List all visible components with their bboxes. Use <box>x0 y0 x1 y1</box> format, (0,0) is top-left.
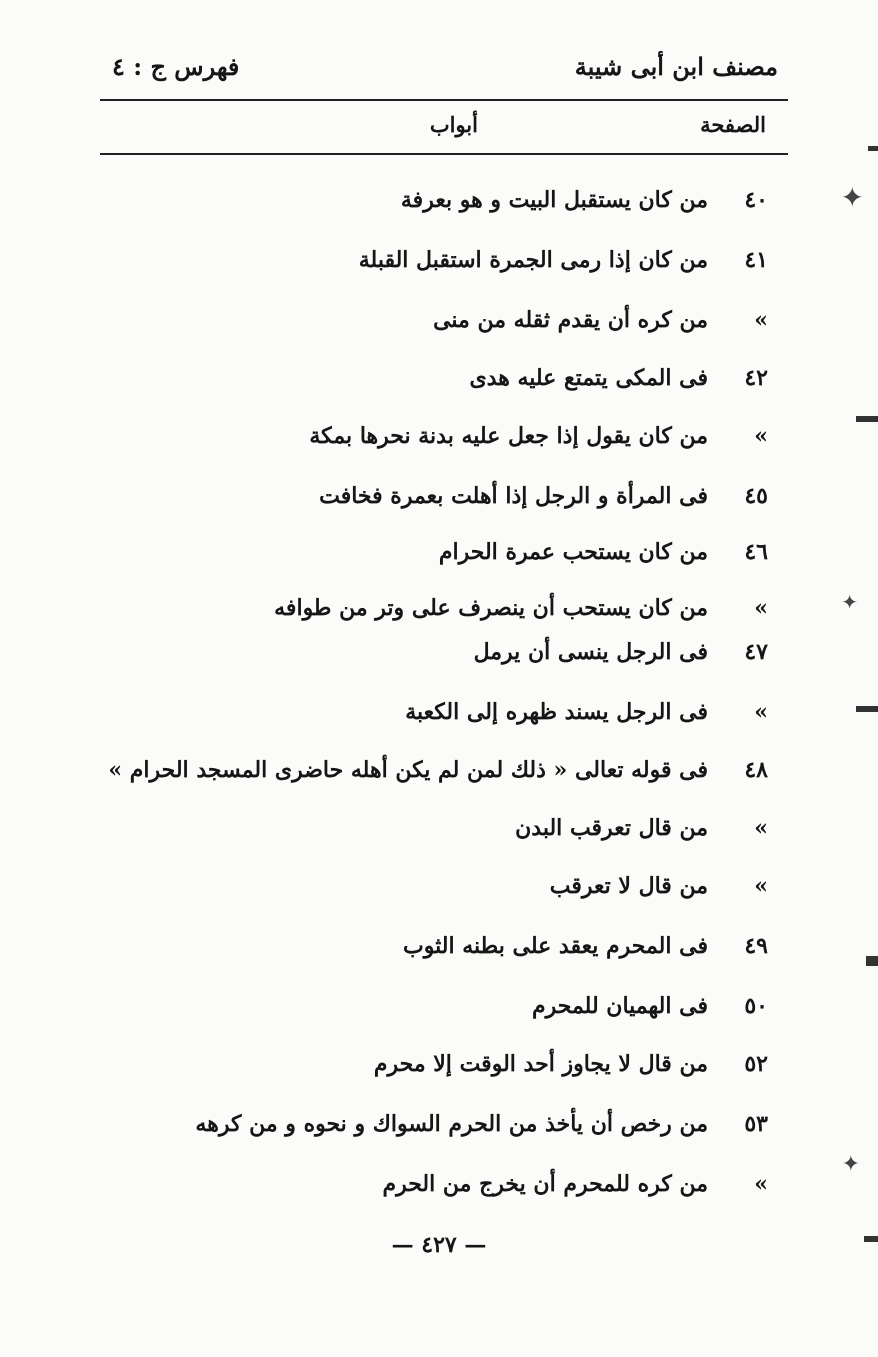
entry-title: من قال لا يجاوز أحد الوقت إلا محرم <box>373 1051 708 1077</box>
index-entry <box>0 240 878 280</box>
entry-page-number: ٤٨ <box>744 757 768 783</box>
scan-mark <box>856 706 878 712</box>
entry-page-number: ٥٠ <box>744 993 768 1019</box>
entry-title: من كان إذا رمى الجمرة استقبل القبلة <box>358 247 708 273</box>
entry-page-number: ٤٧ <box>744 639 768 665</box>
entry-page-number: ٥٣ <box>744 1111 768 1137</box>
entry-title: فى الرجل ينسى أن يرمل <box>473 639 708 665</box>
page-number: — ٤٢٧ — <box>391 1232 487 1258</box>
star-ornament-icon: ✦ <box>840 181 864 214</box>
index-entry <box>0 808 878 848</box>
entry-title: فى المكى يتمتع عليه هدى <box>469 365 708 391</box>
index-entry <box>0 866 878 906</box>
entry-title: من كره أن يقدم ثقله من منى <box>433 307 708 333</box>
entry-title: من كره للمحرم أن يخرج من الحرم <box>382 1171 708 1197</box>
entry-title: فى المرأة و الرجل إذا أهلت بعمرة فخافت <box>319 483 708 509</box>
entry-title: فى قوله تعالى « ذلك لمن لم يكن أهله حاضرى المسجد الحرام » <box>108 757 708 783</box>
index-entry <box>0 416 878 456</box>
entry-title: فى الرجل يسند ظهره إلى الكعبة <box>405 699 708 725</box>
entry-title: فى الهميان للمحرم <box>531 993 708 1019</box>
star-ornament-icon: ✦ <box>841 1152 860 1177</box>
entry-title: من قال لا تعرقب <box>549 873 708 899</box>
entry-page-number: ٤٩ <box>744 933 768 959</box>
index-entry <box>0 926 878 966</box>
entry-page-number: » <box>754 423 768 449</box>
scan-mark <box>856 416 878 422</box>
index-entry <box>0 476 878 516</box>
entry-page-number: ٤٢ <box>744 365 768 391</box>
entry-title: من قال تعرقب البدن <box>515 815 708 841</box>
index-entry <box>0 692 878 732</box>
star-ornament-icon: ✦ <box>841 590 858 614</box>
entry-page-number: ٤٠ <box>744 187 768 213</box>
entry-page-number: » <box>754 873 768 899</box>
index-entry <box>0 358 878 398</box>
index-entry <box>0 632 878 672</box>
column-header-chapters: أبواب <box>429 112 478 137</box>
index-entry <box>0 180 878 220</box>
index-entry <box>0 986 878 1026</box>
entry-page-number: ٤٥ <box>744 483 768 509</box>
index-entry <box>0 588 878 628</box>
index-entry <box>0 300 878 340</box>
index-entry <box>0 1104 878 1144</box>
entry-page-number: ٥٢ <box>744 1051 768 1077</box>
index-entry <box>0 750 878 790</box>
entry-title: من كان يستحب عمرة الحرام <box>438 539 708 565</box>
scan-mark <box>866 956 878 966</box>
scan-mark <box>868 146 878 151</box>
index-entry <box>0 1044 878 1084</box>
entry-page-number: ٤١ <box>744 247 768 273</box>
entry-page-number: ٤٦ <box>744 539 768 565</box>
index-entry <box>0 532 878 572</box>
column-header-page: الصفحة <box>700 112 766 137</box>
entry-title: من كان يستحب أن ينصرف على وتر من طوافه <box>274 595 708 621</box>
entry-page-number: » <box>754 699 768 725</box>
entry-page-number: » <box>754 815 768 841</box>
entry-title: من رخص أن يأخذ من الحرم السواك و نحوه و من كرهه <box>195 1111 708 1137</box>
book-title: مصنف ابن أبى شيبة <box>574 52 778 81</box>
entry-page-number: » <box>754 1171 768 1197</box>
entry-title: فى المحرم يعقد على بطنه الثوب <box>403 933 708 959</box>
entry-page-number: » <box>754 307 768 333</box>
entry-title: من كان يستقبل البيت و هو بعرفة <box>400 187 708 213</box>
index-entry <box>0 1164 878 1204</box>
scan-mark <box>864 1236 878 1242</box>
index-label: فهرس ج : ٤ <box>112 52 240 81</box>
entry-title: من كان يقول إذا جعل عليه بدنة نحرها بمكة <box>309 423 708 449</box>
entry-page-number: » <box>754 595 768 621</box>
